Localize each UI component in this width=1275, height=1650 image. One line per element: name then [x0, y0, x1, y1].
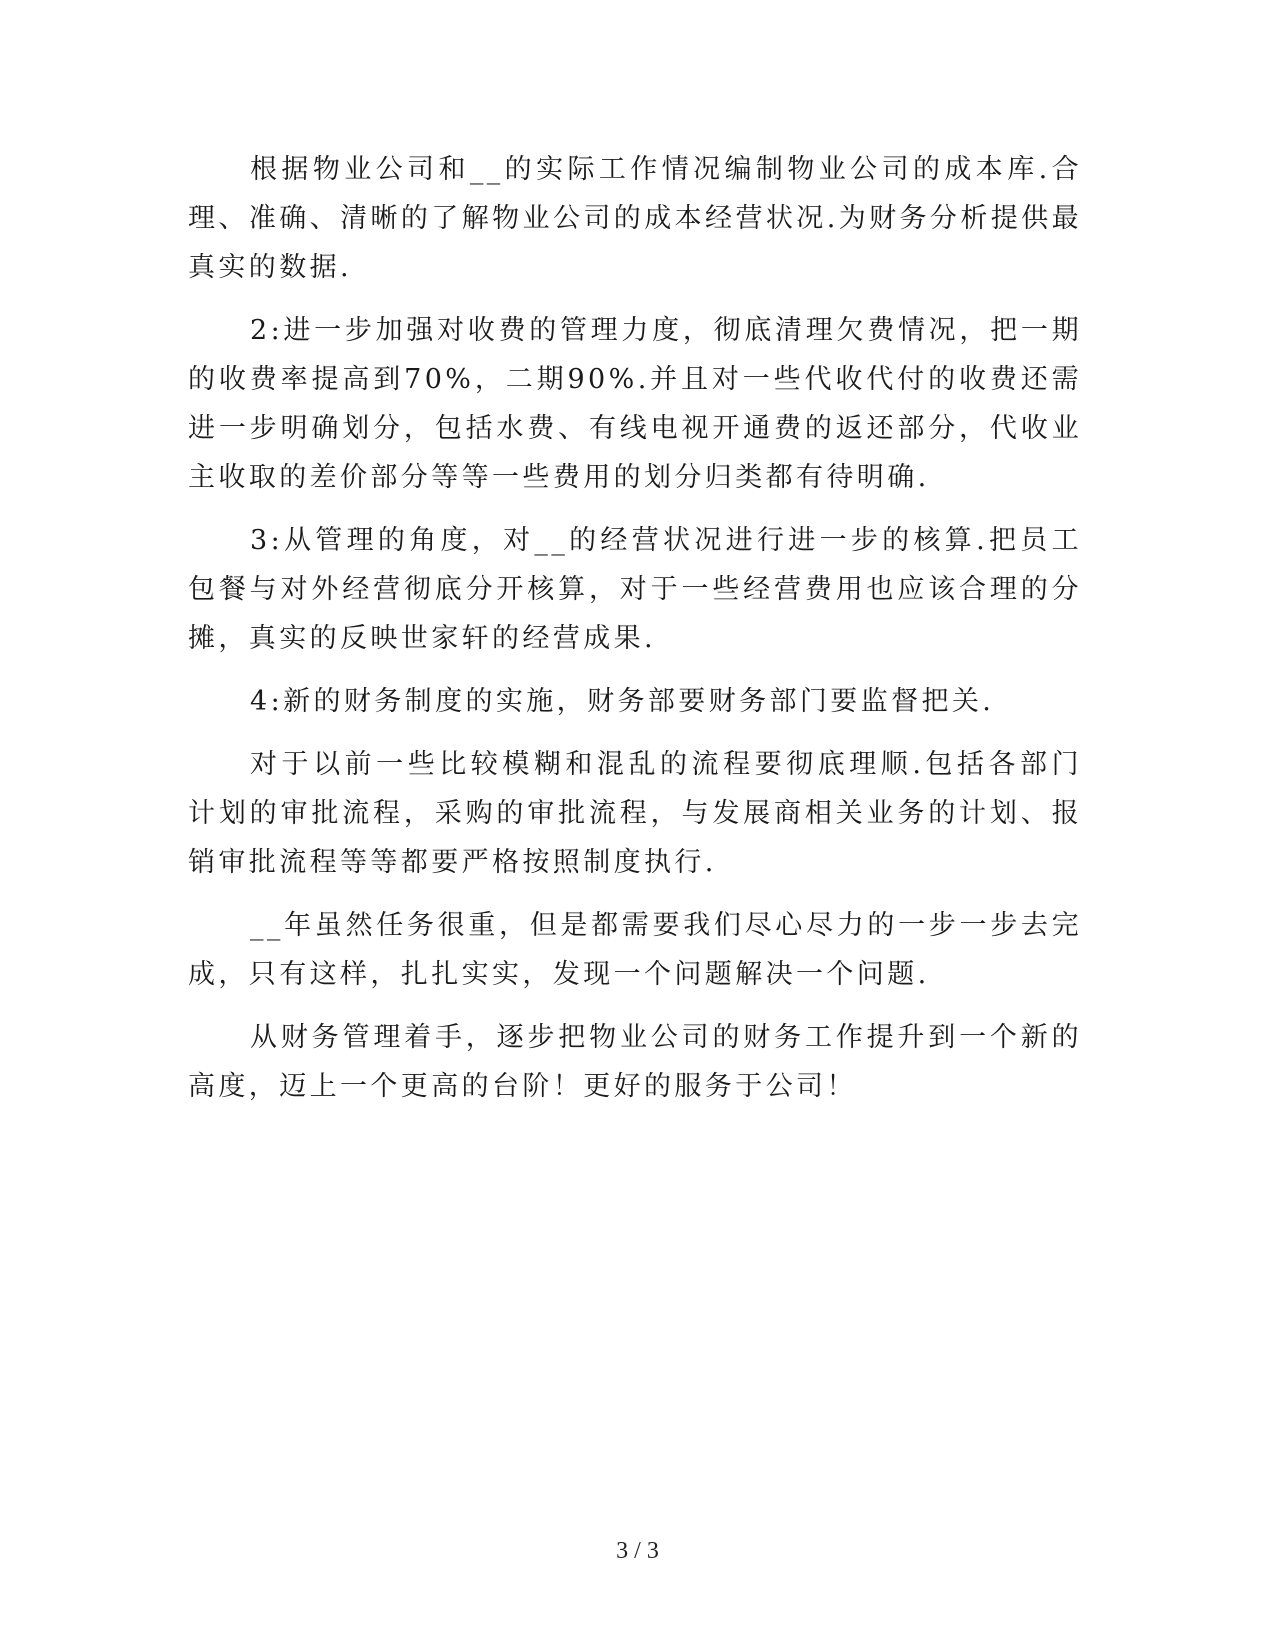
paragraph-yearly-tasks: __年虽然任务很重，但是都需要我们尽心尽力的一步一步去完成，只有这样，扎扎实实，发现一个问题解决一个问题.	[188, 910, 1082, 990]
paragraph-operation-accounting: 3:从管理的角度，对__的经营状况进行进一步的核算.把员工包餐与对外经营彻底分开核算，对于一些经营费用也应该合理的分摊，真实的反映世家轩的经营成果.	[188, 525, 1082, 654]
paragraph-fee-management: 2:进一步加强对收费的管理力度，彻底清理欠费情况，把一期的收费率提高到70%，二期90%.并且对一些代收代付的收费还需进一步明确划分，包括水费、有线电视开通费的返还部分，代收业主收取的差价部分等等一些费用的划分归类都有待明确.	[188, 315, 1082, 493]
paragraph-cost-library: 根据物业公司和__的实际工作情况编制物业公司的成本库.合理、准确、清晰的了解物业公司的成本经营状况.为财务分析提供最真实的数据.	[188, 154, 1082, 283]
paragraph-process-streamlining: 对于以前一些比较模糊和混乱的流程要彻底理顺.包括各部门计划的审批流程，采购的审批流程，与发展商相关业务的计划、报销审批流程等等都要严格按照制度执行.	[188, 749, 1082, 878]
paragraph-financial-system: 4:新的财务制度的实施，财务部要财务部门要监督把关.	[250, 686, 995, 717]
document-body	[188, 145, 1082, 1125]
page-number: 3 / 3	[616, 1538, 659, 1564]
paragraph-conclusion: 从财务管理着手，逐步把物业公司的财务工作提升到一个新的高度，迈上一个更高的台阶！更好的服务于公司！	[188, 1022, 1082, 1102]
